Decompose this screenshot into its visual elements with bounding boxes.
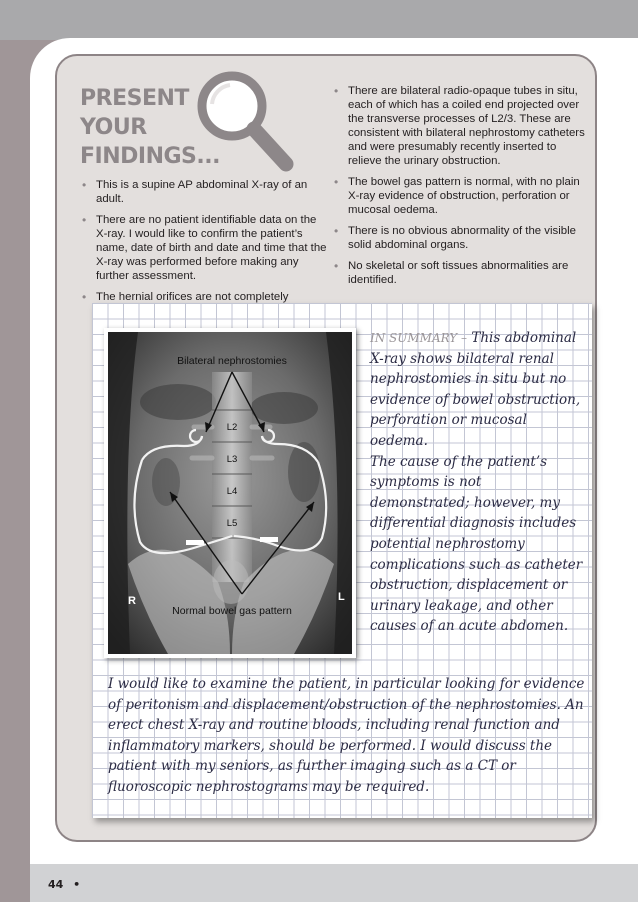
finding-item: • The hernial orifices are not completely bbox=[82, 290, 289, 304]
title-line-1: PRESENT bbox=[80, 86, 189, 111]
top-band bbox=[0, 0, 638, 40]
abdominal-xray-image bbox=[108, 332, 352, 654]
footer-band bbox=[30, 864, 638, 902]
conclusion-text: I would like to examine the patient, in particular looking for evidence of peritonism and displacement/obstruction of the nephrostomies. An erect chest X-ray and routine bloods, including renal function and inflammatory markers, should be performed. I would discuss the patient with my seniors, as further imaging such as a CT or fluoroscopic nephrostograms may be required. bbox=[108, 676, 585, 795]
xray-label-bottom: Normal bowel gas pattern bbox=[172, 605, 292, 617]
bullet-icon: • bbox=[334, 175, 339, 189]
finding-item: • This is a supine AP abdominal X-ray of an adult. bbox=[82, 178, 308, 205]
xray-side-left: L bbox=[338, 591, 345, 603]
summary-lead: IN SUMMARY – bbox=[370, 331, 468, 345]
finding-item: • The bowel gas pattern is normal, with no plain X-ray evidence of obstruction, perforation or mucosal oedema. bbox=[334, 175, 580, 216]
summary-text-1: This abdominal X-ray shows bilateral renal nephrostomies in situ but no evidence of bowel obstruction, perforation or mucosal oedema. bbox=[370, 330, 581, 449]
bullet-icon: • bbox=[334, 84, 339, 98]
finding-item: • There is no obvious abnormality of the visible solid abdominal organs. bbox=[334, 224, 576, 251]
page-number-bullet: • bbox=[73, 878, 81, 891]
bullet-icon: • bbox=[334, 259, 339, 273]
summary-paragraph-1 bbox=[370, 328, 585, 452]
vertebra-label: L5 bbox=[226, 518, 238, 529]
findings-list-right bbox=[332, 84, 590, 294]
magnifying-glass-icon bbox=[192, 66, 296, 174]
vertebra-label: L3 bbox=[226, 454, 238, 465]
vertebra-label: L2 bbox=[226, 422, 238, 433]
page-number bbox=[48, 878, 80, 891]
xray-image-frame bbox=[104, 328, 356, 658]
title-line-2: YOUR bbox=[80, 115, 147, 140]
xray-side-right: R bbox=[128, 595, 136, 607]
xray-label-top: Bilateral nephrostomies bbox=[177, 355, 287, 367]
bullet-icon: • bbox=[82, 290, 87, 304]
page-number-value: 44 bbox=[48, 878, 64, 891]
finding-item: • There are no patient identifiable data on the X-ray. I would like to confirm the patient’s name, date of birth and date and time that the X-ray was performed before making any further assessment. bbox=[82, 213, 327, 282]
bullet-icon: • bbox=[82, 178, 87, 192]
summary-text bbox=[370, 328, 585, 637]
bullet-icon: • bbox=[82, 213, 87, 227]
vertebra-label: L4 bbox=[226, 486, 238, 497]
summary-paragraph-2: The cause of the patient’s symptoms is not demonstrated; however, my differential diagnosis includes potential nephrostomy complications such as catheter obstruction, displacement or urinary leakage, and other causes of an acute abdomen. bbox=[370, 453, 583, 635]
finding-item: • There are bilateral radio-opaque tubes in situ, each of which has a coiled end projected over the transverse processes of L2/3. These are consistent with bilateral nephrostomy catheters and were presumably recently inserted to relieve the urinary obstruction. bbox=[334, 84, 585, 167]
title-line-3: FINDINGS... bbox=[80, 144, 220, 169]
finding-item: • No skeletal or soft tissues abnormalities are identified. bbox=[334, 259, 569, 286]
bullet-icon: • bbox=[334, 224, 339, 238]
